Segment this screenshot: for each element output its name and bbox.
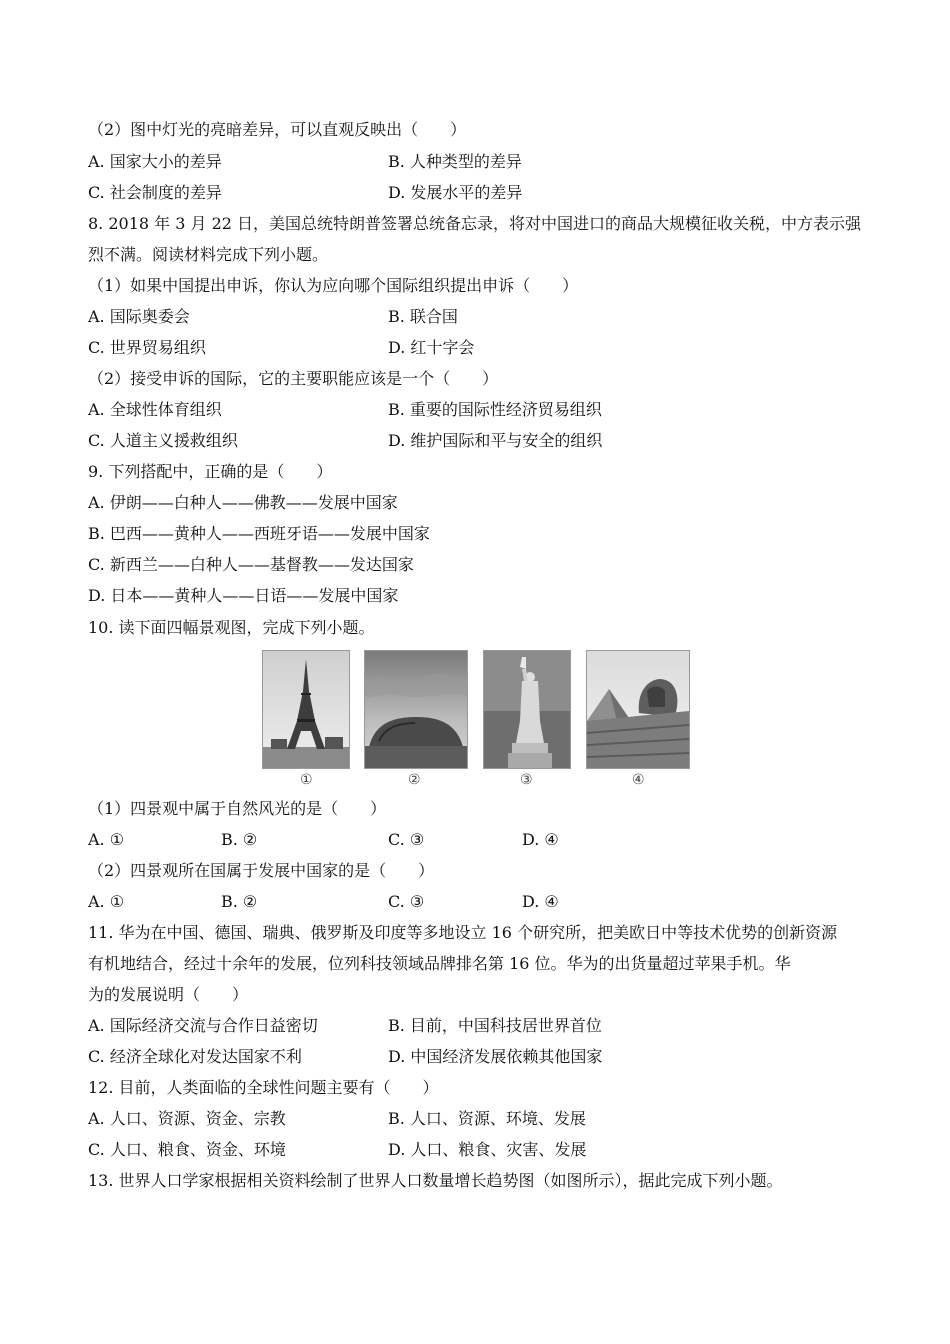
photo-label-3: ③ bbox=[520, 772, 533, 788]
q8-sub1-option-d[interactable]: D. 红十字会 bbox=[388, 338, 475, 357]
q9-stem: 9. 下列搭配中，正确的是（ ） bbox=[88, 462, 333, 481]
photo-label-1: ① bbox=[300, 772, 313, 788]
q7-sub2-option-a[interactable]: A. 国家大小的差异 bbox=[88, 152, 222, 171]
uluru-rock-photo bbox=[364, 650, 468, 769]
q10-sub1-option-a[interactable]: A. ① bbox=[88, 830, 125, 849]
photo-label-2: ② bbox=[408, 772, 421, 788]
q9-option-d[interactable]: D. 日本——黄种人——日语——发展中国家 bbox=[88, 586, 399, 605]
q8-sub1-option-a[interactable]: A. 国际奥委会 bbox=[88, 307, 190, 326]
q8-sub2-option-b[interactable]: B. 重要的国际性经济贸易组织 bbox=[388, 400, 602, 419]
eiffel-tower-photo bbox=[262, 650, 350, 769]
q8-sub1-option-c[interactable]: C. 世界贸易组织 bbox=[88, 338, 206, 357]
q8-sub1-option-b[interactable]: B. 联合国 bbox=[388, 307, 458, 326]
q7-sub2-option-d[interactable]: D. 发展水平的差异 bbox=[388, 183, 523, 202]
q7-sub2-stem: （2）图中灯光的亮暗差异，可以直观反映出（ ） bbox=[88, 120, 467, 139]
q12-option-a[interactable]: A. 人口、资源、资金、宗教 bbox=[88, 1109, 286, 1128]
q11-option-b[interactable]: B. 目前，中国科技居世界首位 bbox=[388, 1016, 602, 1035]
photo-label-4: ④ bbox=[632, 772, 645, 788]
sphinx-pyramid-photo bbox=[586, 650, 690, 769]
q10-stem: 10. 读下面四幅景观图，完成下列小题。 bbox=[88, 618, 375, 637]
q9-option-a[interactable]: A. 伊朗——白种人——佛教——发展中国家 bbox=[88, 493, 398, 512]
q12-option-d[interactable]: D. 人口、粮食、灾害、发展 bbox=[388, 1140, 587, 1159]
q10-sub2-stem: （2）四景观所在国属于发展中国家的是（ ） bbox=[88, 861, 435, 880]
q10-sub2-option-a[interactable]: A. ① bbox=[88, 892, 125, 911]
q10-sub1-option-c[interactable]: C. ③ bbox=[388, 830, 425, 849]
q7-sub2-option-b[interactable]: B. 人种类型的差异 bbox=[388, 152, 522, 171]
q12-option-c[interactable]: C. 人口、粮食、资金、环境 bbox=[88, 1140, 286, 1159]
q9-option-c[interactable]: C. 新西兰——白种人——基督教——发达国家 bbox=[88, 555, 414, 574]
q11-option-c[interactable]: C. 经济全球化对发达国家不利 bbox=[88, 1047, 302, 1066]
q10-sub2-option-c[interactable]: C. ③ bbox=[388, 892, 425, 911]
q12-option-b[interactable]: B. 人口、资源、环境、发展 bbox=[388, 1109, 586, 1128]
q11-stem-line1: 11. 华为在中国、德国、瑞典、俄罗斯及印度等多地设立 16 个研究所，把美欧日中等技术优势的创新资源 bbox=[88, 923, 838, 942]
q8-stem-line2: 烈不满。阅读材料完成下列小题。 bbox=[88, 245, 329, 264]
q8-sub2-option-c[interactable]: C. 人道主义援救组织 bbox=[88, 431, 238, 450]
q10-sub2-option-b[interactable]: B. ② bbox=[221, 892, 258, 911]
q11-stem-line2: 有机地结合，经过十余年的发展，位列科技领域品牌排名第 16 位。华为的出货量超过苹果手机。华 bbox=[88, 954, 791, 973]
q10-sub2-option-d[interactable]: D. ④ bbox=[522, 892, 559, 911]
q8-sub2-option-a[interactable]: A. 全球性体育组织 bbox=[88, 400, 222, 419]
q10-sub1-option-d[interactable]: D. ④ bbox=[522, 830, 559, 849]
q9-option-b[interactable]: B. 巴西——黄种人——西班牙语——发展中国家 bbox=[88, 524, 430, 543]
landscape-photos bbox=[262, 650, 692, 790]
q11-option-a[interactable]: A. 国际经济交流与合作日益密切 bbox=[88, 1016, 318, 1035]
q11-stem-line3: 为的发展说明（ ） bbox=[88, 985, 249, 1004]
q8-sub1-stem: （1）如果中国提出申诉，你认为应向哪个国际组织提出申诉（ ） bbox=[88, 276, 579, 295]
q8-stem-line1: 8. 2018 年 3 月 22 日，美国总统特朗普签署总统备忘录，将对中国进口的商品大规模征收关税，中方表示强 bbox=[88, 214, 862, 233]
q11-option-d[interactable]: D. 中国经济发展依赖其他国家 bbox=[388, 1047, 603, 1066]
q7-sub2-option-c[interactable]: C. 社会制度的差异 bbox=[88, 183, 222, 202]
q12-stem: 12. 目前，人类面临的全球性问题主要有（ ） bbox=[88, 1078, 439, 1097]
q8-sub2-stem: （2）接受申诉的国际，它的主要职能应该是一个（ ） bbox=[88, 369, 499, 388]
q10-sub1-stem: （1）四景观中属于自然风光的是（ ） bbox=[88, 799, 387, 818]
q10-sub1-option-b[interactable]: B. ② bbox=[221, 830, 258, 849]
q8-sub2-option-d[interactable]: D. 维护国际和平与安全的组织 bbox=[388, 431, 603, 450]
q13-stem: 13. 世界人口学家根据相关资料绘制了世界人口数量增长趋势图（如图所示），据此完成下列小题。 bbox=[88, 1171, 783, 1190]
statue-of-liberty-photo bbox=[483, 650, 571, 769]
